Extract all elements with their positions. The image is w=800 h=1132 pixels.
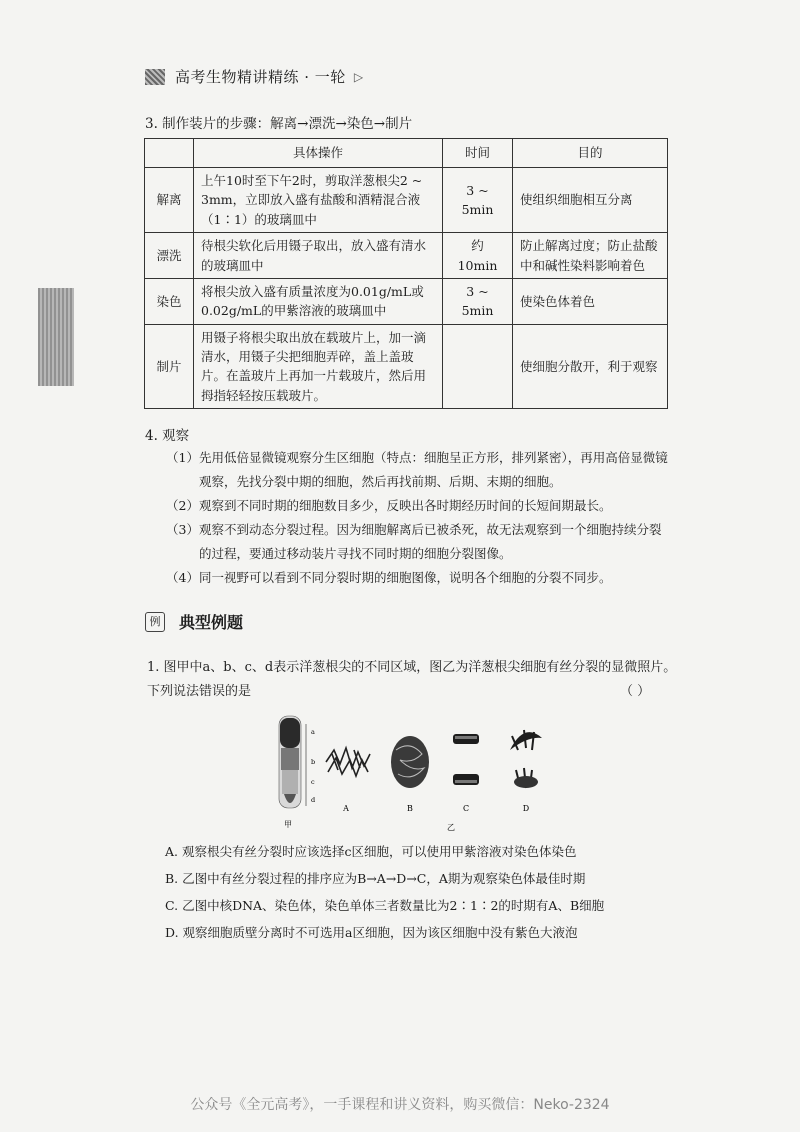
play-mark-icon: ▷	[353, 69, 364, 84]
step-time: 3 ~ 5min	[443, 168, 513, 233]
footer-note: 公众号《全元高考》，一手课程和讲义资料，购买微信：Neko-2324	[190, 1097, 610, 1113]
step-time: 3 ~ 5min	[443, 278, 513, 324]
region-label: b	[311, 758, 316, 766]
cell-c-image	[453, 734, 479, 785]
step-operation: 用镊子将根尖取出放在载玻片上，加一滴清水，用镊子尖把细胞弄碎，盖上盖玻片。在盖玻片上再加一片载玻片，然后用拇指轻轻按压载玻片。	[194, 324, 443, 409]
step-name: 制片	[145, 324, 194, 409]
answer-bracket: （ ）	[620, 684, 651, 699]
table-row	[145, 233, 668, 279]
list-item	[166, 494, 671, 518]
list-item-number: （2）	[166, 498, 199, 513]
question-1-figure	[262, 710, 562, 836]
page-header	[145, 66, 363, 87]
option-c: C. 乙图中核DNA、染色体，染色单体三者数量比为2∶1∶2的时期有A、B细胞	[165, 898, 605, 913]
step-goal: 防止解离过度；防止盐酸中和碱性染料影响着色	[513, 233, 668, 279]
cell-a-image	[326, 748, 370, 776]
list-item	[166, 446, 671, 494]
section-4-title: 4. 观察	[145, 428, 190, 444]
col-header-goal: 目的	[513, 139, 668, 168]
examples-heading	[145, 610, 243, 633]
option-b: B. 乙图中有丝分裂过程的排序应为B→A→D→C，A期为观察染色体最佳时期	[165, 871, 586, 886]
answer-options	[165, 838, 685, 946]
list-item-text: 观察不到动态分裂过程。因为细胞解离后已被杀死，故无法观察到一个细胞持续分裂的过程，要通过移动装片寻找不同时期的细胞分裂图像。	[198, 522, 662, 561]
cell-label: C	[462, 804, 470, 813]
region-label: a	[311, 728, 315, 736]
cell-d-image	[510, 730, 542, 788]
steps-table	[144, 138, 668, 409]
list-item	[166, 518, 671, 566]
step-goal: 使组织细胞相互分离	[513, 168, 668, 233]
step-operation: 上午10时至下午2时，剪取洋葱根尖2 ~ 3mm，立即放入盛有盐酸和酒精混合液（1∶1）的玻璃皿中	[194, 168, 443, 233]
table-row	[145, 324, 668, 409]
step-time: 约 10min	[443, 233, 513, 279]
list-item-number: （4）	[166, 570, 199, 585]
cell-label: A	[343, 804, 349, 813]
question-1-stem: 1. 图甲中a、b、c、d表示洋葱根尖的不同区域，图乙为洋葱根尖细胞有丝分裂的显微照片。下列说法错误的是	[147, 660, 677, 699]
list-item-text: 同一视野可以看到不同分裂时期的细胞图像，说明各个细胞的分裂不同步。	[198, 570, 612, 585]
step-operation: 将根尖放入盛有质量浓度为0.01g/mL或0.02g/mL的甲紫溶液的玻璃皿中	[194, 278, 443, 324]
region-label: d	[311, 796, 316, 804]
side-tab	[38, 288, 74, 386]
option-d: D. 观察细胞质壁分离时不可选用a区细胞，因为该区细胞中没有紫色大液泡	[165, 925, 578, 940]
list-item	[166, 566, 671, 590]
root-tip-diagram	[279, 716, 306, 808]
cell-label: B	[407, 804, 413, 813]
book-logo-icon	[145, 69, 165, 85]
col-header-name	[145, 139, 194, 168]
table-row	[145, 168, 668, 233]
list-item-text: 观察到不同时期的细胞数目多少，反映出各时期经历时间的长短间期最长。	[198, 498, 612, 513]
step-name: 漂洗	[145, 233, 194, 279]
cell-b-image	[391, 736, 429, 788]
step-name: 解离	[145, 168, 194, 233]
col-header-operation: 具体操作	[194, 139, 443, 168]
step-time	[443, 324, 513, 409]
col-header-time: 时间	[443, 139, 513, 168]
figure-jia-label: 甲	[284, 820, 292, 829]
step-operation: 待根尖软化后用镊子取出，放入盛有清水的玻璃皿中	[194, 233, 443, 279]
table-row	[145, 278, 668, 324]
cell-label: D	[522, 804, 530, 813]
figure-yi-label: 乙	[447, 823, 455, 832]
section-3-title: 3. 制作装片的步骤：解离→漂洗→染色→制片	[145, 116, 413, 132]
list-item-number: （1）	[166, 450, 199, 465]
examples-title: 典型例题	[179, 613, 244, 632]
observation-list	[166, 446, 671, 590]
step-goal: 使染色体着色	[513, 278, 668, 324]
region-label: c	[311, 778, 315, 786]
book-title: 高考生物精讲精练 · 一轮	[175, 68, 346, 86]
step-name: 染色	[145, 278, 194, 324]
option-a: A. 观察根尖有丝分裂时应该选择c区细胞，可以使用甲紫溶液对染色体染色	[165, 844, 577, 859]
example-icon: 例	[145, 612, 165, 632]
list-item-number: （3）	[166, 522, 199, 537]
step-goal: 使细胞分散开，利于观察	[513, 324, 668, 409]
list-item-text: 先用低倍显微镜观察分生区细胞（特点：细胞呈正方形，排列紧密），再用高倍显微镜观察，先找分裂中期的细胞，然后再找前期、后期、末期的细胞。	[198, 450, 668, 489]
table-header-row	[145, 139, 668, 168]
